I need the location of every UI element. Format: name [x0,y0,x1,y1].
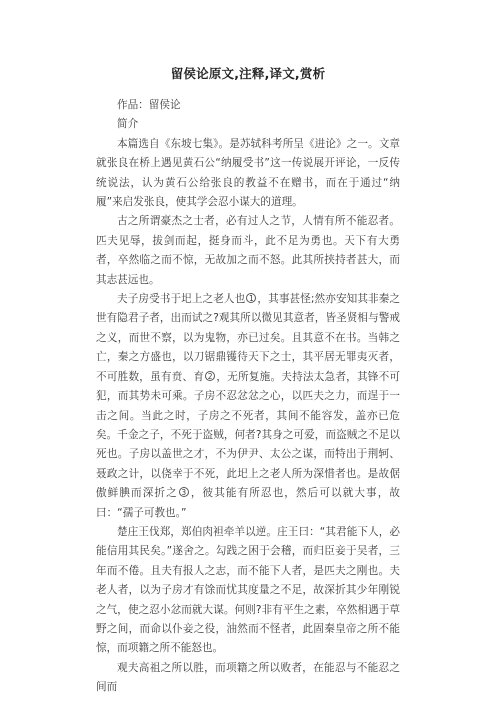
footnote-marker-3: 3 [179,487,189,497]
paragraph-4: 观夫高祖之所以胜，而项籍之所以败者，在能忍与不能忍之间而 [96,661,400,694]
paragraph-2-text-c: ，无所复施。夫持法太急者，其锋不可犯，而其势未可乘。子房不忍忿忿之心，以匹夫之力，而逞于一击之间。当此之时，子房之不死者，其间不能容发，盖亦已危矣。千金之子，不死于盗贼，何者?其身之可爱，而盗贼之不足以死也。子房以盖世之才，不为伊尹、太公之谋，而特出于荆轲、聂政之计，以侥幸于不死，此圯上之老人所为深惜者也。是故倨傲鲜腆而深折之 [96,370,401,500]
footnote-marker-2: 2 [205,371,215,381]
section-heading: 简介 [117,118,139,131]
paragraph-2-text-a: 夫子房受书于圯上之老人也 [117,293,246,306]
author-line: 作品：留侯论 [117,99,181,111]
document-body [96,96,400,698]
document-title: 留侯论原文,注释,译文,赏析 [170,66,326,81]
paragraph-3: 楚庄王伐郑，郑伯肉袒牵羊以逆。庄王曰：“其君能下人，必能信用其民矣。”遂舍之。勾践之困于会稽，而归臣妾于吴者，三年而不倦。且夫有报人之志，而不能下人者，是匹夫之刚也。夫老人者，以为子房才有馀而忧其度量之不足，故深折其少年刚锐之气，使之忍小忿而就大谋。何则?非有平生之素，卒然相遇于草野之间，而命以仆妾之役，油然而不怪者，此固秦皇帝之所不能惊，而项籍之所不能怒也。 [96,525,400,655]
paragraph-2 [96,290,400,523]
paragraph-2-text-b: ，其事甚怪;然亦安知其非秦之世有隐君子者，出而试之?观其所以微见其意者，皆圣贤相与警戒之义，而世不察，以为鬼物，亦已过矣。且其意不在书。当韩之亡，秦之方盛也，以刀锯鼎镬待天下之士，其平居无罪夷灭者，不可胜数，虽有贲、育 [96,293,401,383]
paragraph-2-text-d: ，彼其能有所忍也，然后可以就大事，故曰：“孺子可教也。” [96,487,401,519]
footnote-marker-1: 1 [246,293,256,303]
paragraph-1: 古之所谓豪杰之士者，必有过人之节，人情有所不能忍者。匹夫见辱，拔剑而起，挺身而斗，此不足为勇也。天下有大勇者，卒然临之而不惊，无故加之而不怒。此其所挟持者甚大，而其志甚远也。 [96,215,400,286]
intro-paragraph: 本篇选自《东坡七集》。是苏轼科考所呈《进论》之一。文章就张良在桥上遇见黄石公“纳履受书”这一传说展开评论，一反传统说法，认为黄石公给张良的教益不在赠书，而在于通过“纳履”来启发张良，使其学会忍小谋大的道理。 [96,137,400,209]
